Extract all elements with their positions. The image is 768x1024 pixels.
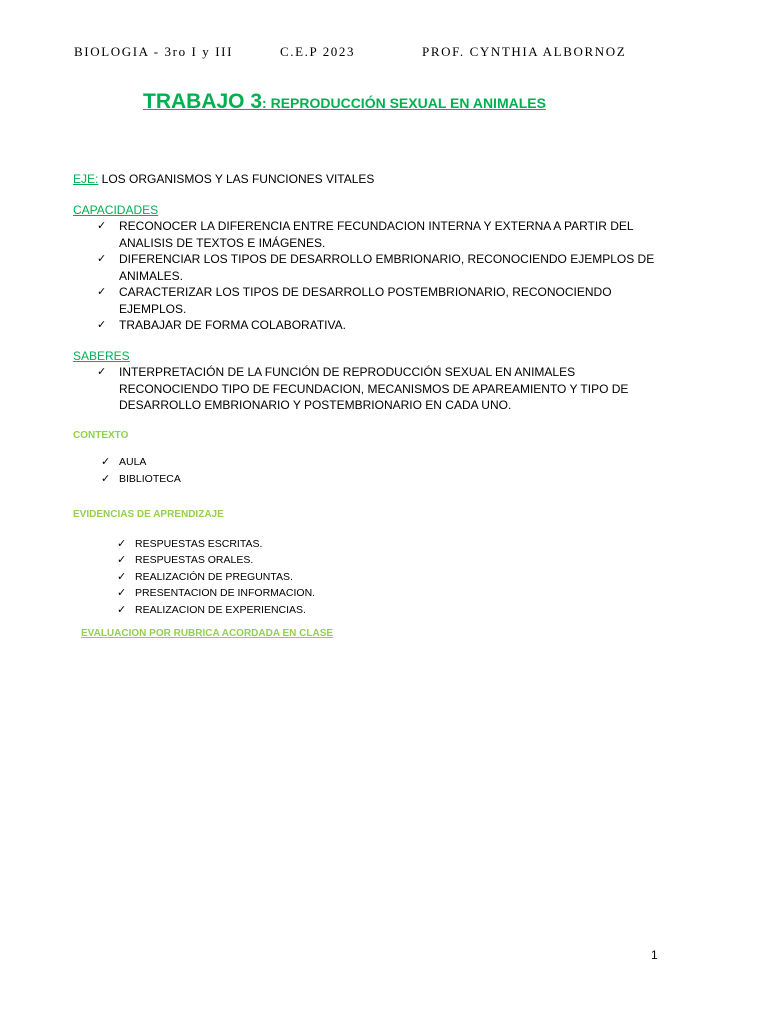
check-icon: ✓ — [97, 366, 107, 378]
capacidades-section — [73, 202, 673, 334]
check-icon: ✓ — [117, 603, 127, 616]
header-school: C.E.P 2023 — [280, 44, 356, 59]
eje-text: LOS ORGANISMOS Y LAS FUNCIONES VITALES — [98, 172, 375, 186]
check-icon: ✓ — [97, 253, 107, 265]
list-item: ✓ AULA — [101, 454, 673, 471]
list-item: ✓ TRABAJAR DE FORMA COLABORATIVA. — [97, 318, 346, 332]
saberes-section — [73, 348, 673, 414]
title-sub: : REPRODUCCIÓN SEXUAL EN ANIMALES — [262, 95, 546, 111]
check-icon: ✓ — [117, 537, 127, 550]
eje-label: EJE: — [73, 172, 99, 186]
evaluacion-note: EVALUACION POR RUBRICA ACORDADA EN CLASE — [81, 628, 334, 639]
page-number: 1 — [651, 948, 658, 962]
capacidades-label: CAPACIDADES — [73, 202, 159, 217]
check-icon: ✓ — [97, 319, 107, 331]
document-title — [143, 90, 546, 114]
list-item: ✓ REALIZACION DE EXPERIENCIAS. — [117, 602, 673, 619]
list-item: ✓ DIFERENCIAR LOS TIPOS DE DESARROLLO EMBRIONARIO, RECONOCIENDO EJEMPLOS DE ANIMALES. — [97, 252, 655, 283]
list-item: ✓ REALIZACIÓN DE PREGUNTAS. — [117, 569, 673, 586]
contexto-list — [101, 454, 673, 487]
check-icon: ✓ — [97, 286, 107, 298]
list-item: ✓ RECONOCER LA DIFERENCIA ENTRE FECUNDACION INTERNA Y EXTERNA A PARTIR DEL ANALISIS DE TEXTOS E IMÁGENES. — [97, 219, 634, 250]
evidencias-section — [73, 507, 673, 618]
check-icon: ✓ — [117, 570, 127, 583]
check-icon: ✓ — [101, 456, 111, 468]
list-item: ✓ RESPUESTAS ESCRITAS. — [117, 536, 673, 553]
list-item: ✓ INTERPRETACIÓN DE LA FUNCIÓN DE REPRODUCCIÓN SEXUAL EN ANIMALES RECONOCIENDO TIPO DE FECUNDACION, MECANISMOS DE APAREAMIENTO Y TIPO DE DESARROLLO EMBRIONARIO Y POSTEMBRIONARIO EN CADA UNO. — [97, 365, 629, 412]
capacidades-list — [97, 218, 673, 334]
check-icon: ✓ — [117, 554, 127, 566]
saberes-list — [97, 364, 673, 414]
list-item: ✓ CARACTERIZAR LOS TIPOS DE DESARROLLO POSTEMBRIONARIO, RECONOCIENDO EJEMPLOS. — [97, 285, 612, 316]
header-course: BIOLOGIA - 3ro I y III — [74, 44, 234, 59]
contexto-label: CONTEXTO — [73, 429, 129, 441]
list-item: ✓ RESPUESTAS ORALES. — [117, 552, 673, 569]
title-main: TRABAJO 3 — [143, 90, 263, 113]
evidencias-label: EVIDENCIAS DE APRENDIZAJE — [73, 509, 224, 520]
check-icon: ✓ — [97, 220, 107, 232]
list-item: ✓ PRESENTACION DE INFORMACION. — [117, 585, 673, 602]
saberes-label: SABERES — [73, 348, 130, 363]
check-icon: ✓ — [117, 587, 127, 599]
contexto-section — [73, 428, 673, 488]
check-icon: ✓ — [101, 472, 111, 485]
document-body — [73, 171, 673, 643]
evidencias-list — [117, 536, 673, 619]
list-item: ✓ BIBLIOTECA — [101, 471, 673, 488]
eje-section — [73, 171, 673, 188]
header-teacher: PROF. CYNTHIA ALBORNOZ — [422, 44, 627, 59]
